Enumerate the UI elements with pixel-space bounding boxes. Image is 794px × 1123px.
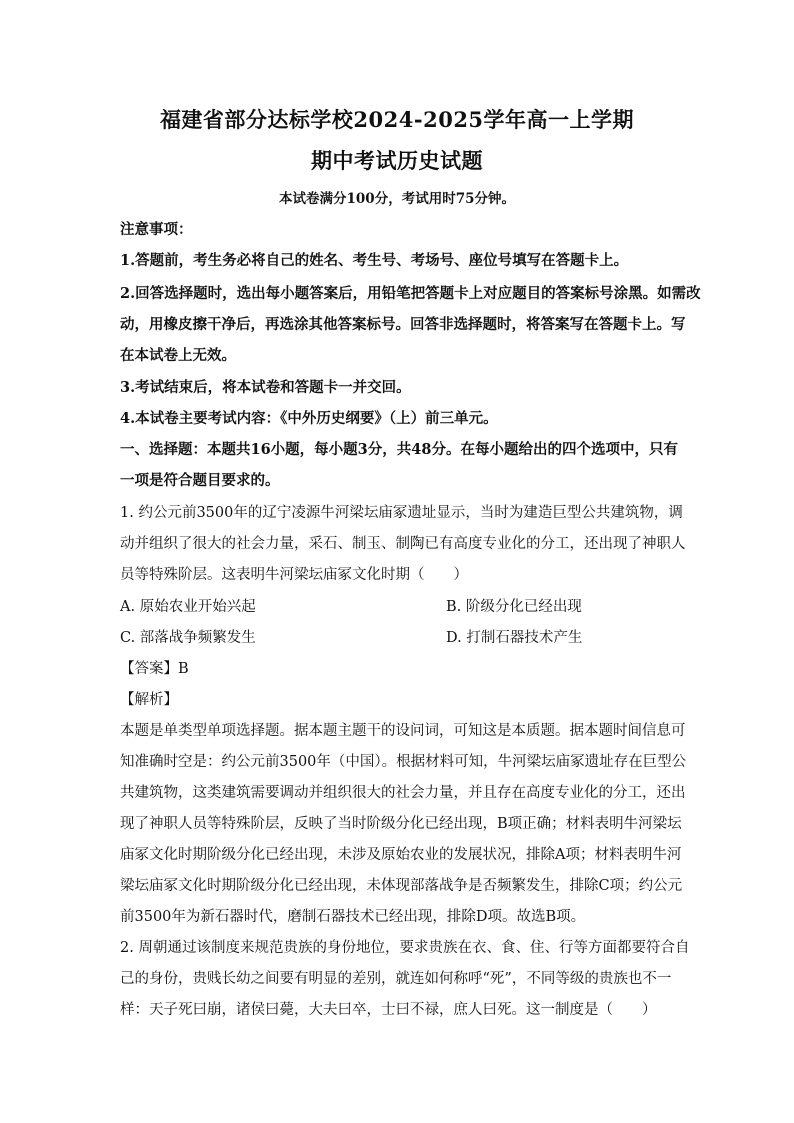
q1-analysis-line2: 知准确时空是：约公元前3500年（中国）。根据材料可知，牛河梁坛庙冢遗址存在巨型公 — [120, 754, 687, 770]
section-heading-line1: 一、选择题：本题共16小题，每小题3分，共48分。在每小题给出的四个选项中，只有 — [120, 441, 678, 458]
q1-analysis-line1: 本题是单类型单项选择题。据本题主题干的设问词，可知这是本质题。据本题时间信息可 — [120, 723, 686, 739]
q1-option-a: A. 原始农业开始兴起 — [120, 599, 256, 615]
q1-answer: 【答案】B — [120, 661, 189, 677]
q2-stem-line3: 样：天子死曰崩，诸侯曰薨，大夫曰卒，士曰不禄，庶人曰死。这一制度是（ ） — [120, 1002, 657, 1018]
q2-stem-line1: 2. 周朝通过该制度来规范贵族的身份地位，要求贵族在衣、食、住、行等方面都要符合自 — [120, 940, 690, 956]
q1-analysis-line7: 前3500年为新石器时代，磨制石器技术已经出现，排除D项。故选B项。 — [120, 909, 586, 925]
q1-stem-line2: 动并组织了很大的社会力量，采石、制玉、制陶已有高度专业化的分工，还出现了神职人 — [120, 536, 686, 552]
q1-stem-line1: 1. 约公元前3500年的辽宁凌源牛河梁坛庙冢遗址显示，当时为建造巨型公共建筑物，调 — [120, 505, 683, 521]
notice-item-4: 4.本试卷主要考试内容：《中外历史纲要》（上）前三单元。 — [120, 410, 498, 427]
q2-stem-line2: 己的身份，贵贱长幼之间要有明显的差别，就连如何称呼“死”，不同等级的贵族也不一 — [120, 971, 672, 987]
section-heading-line2: 一项是符合题目要求的。 — [120, 472, 280, 489]
notice-item-2-line1: 2.回答选择题时，选出每小题答案后，用铅笔把答题卡上对应题目的答案标号涂黑。如需改 — [120, 285, 701, 302]
notice-item-3: 3.考试结束后，将本试卷和答题卡一并交回。 — [120, 379, 411, 396]
q1-option-d: D. 打制石器技术产生 — [446, 630, 583, 646]
q1-analysis-line5: 庙冢文化时期阶级分化已经出现，未涉及原始农业的发展状况，排除A项；材料表明牛河 — [120, 847, 682, 863]
q1-analysis-line3: 共建筑物，这类建筑需要调动并组织很大的社会力量，并且存在高度专业化的分工，还出 — [120, 785, 686, 801]
q1-analysis-line4: 现了神职人员等特殊阶层，反映了当时阶级分化已经出现，B项正确；材料表明牛河梁坛 — [120, 816, 682, 832]
notice-heading: 注意事项： — [120, 221, 193, 238]
exam-title-line2: 期中考试历史试题 — [311, 148, 483, 173]
exam-title-line1: 福建省部分达标学校2024-2025学年高一上学期 — [159, 107, 635, 132]
q1-analysis-line6: 梁坛庙冢文化时期阶级分化已经出现，未体现部落战争是否频繁发生，排除C项；约公元 — [120, 878, 683, 894]
q1-analysis-heading: 【解析】 — [120, 692, 178, 708]
q1-option-b: B. 阶级分化已经出现 — [446, 599, 582, 615]
exam-subtitle: 本试卷满分100分，考试用时75分钟。 — [279, 191, 515, 207]
q1-option-c: C. 部落战争频繁发生 — [120, 630, 256, 646]
notice-item-2-line2: 动，用橡皮擦干净后，再选涂其他答案标号。回答非选择题时，将答案写在答题卡上。写 — [120, 316, 686, 333]
notice-item-1: 1.答题前，考生务必将自己的姓名、考生号、考场号、座位号填写在答题卡上。 — [120, 252, 629, 269]
q1-stem-line3: 员等特殊阶层。这表明牛河梁坛庙冢文化时期（ ） — [120, 567, 468, 583]
notice-item-2-line3: 在本试卷上无效。 — [120, 347, 236, 364]
